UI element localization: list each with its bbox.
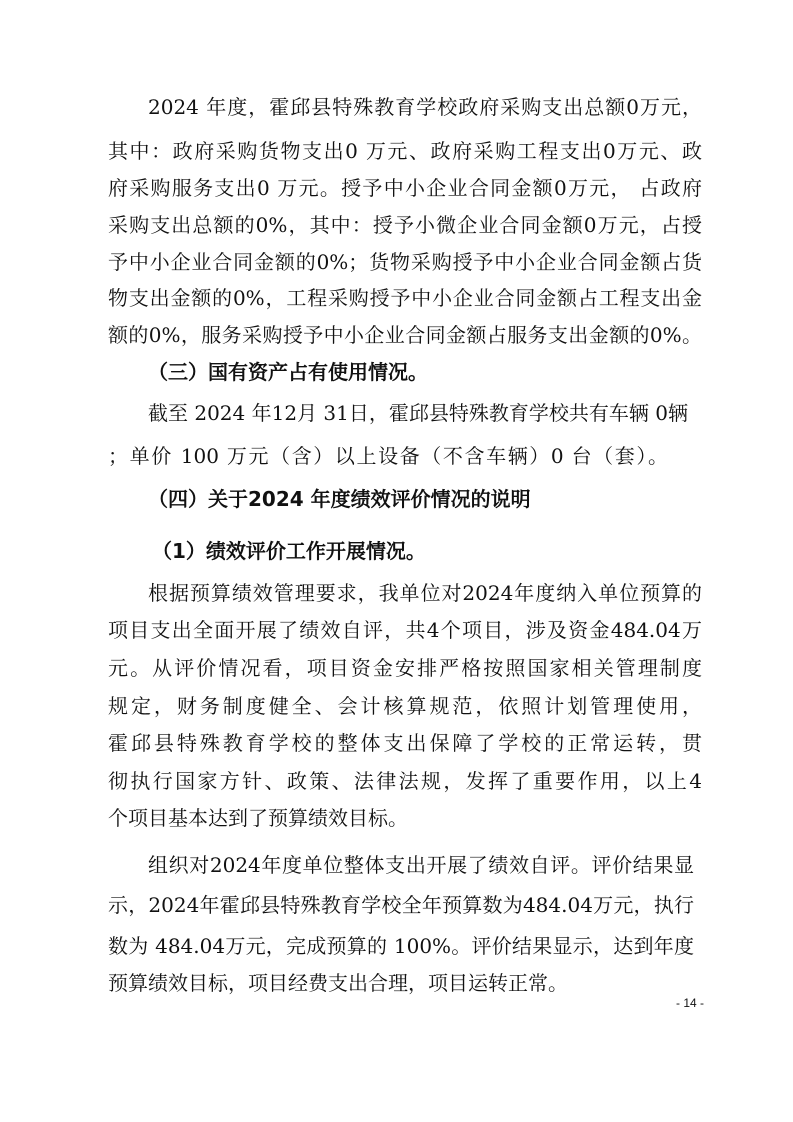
text-line: 物支出金额的0%，工程采购授予中小企业合同金额占工程支出金 <box>108 286 702 310</box>
text-line: 予中小企业合同金额的0%；货物采购授予中小企业合同金额占货 <box>108 250 702 274</box>
text-line: 府采购服务支出0 万元。授予中小企业合同金额0万元， 占政府 <box>108 176 702 200</box>
text-line: 额的0%，服务采购授予中小企业合同金额占服务支出金额的0%。 <box>108 323 702 347</box>
text-line: 根据预算绩效管理要求，我单位对2024年度纳入单位预算的 <box>148 581 702 605</box>
text-line: 预算绩效目标，项目经费支出合理，项目运转正常。 <box>108 971 568 995</box>
text-line: 规定，财务制度健全、会计核算规范，依照计划管理使用， <box>108 694 702 718</box>
text-line: 霍邱县特殊教育学校的整体支出保障了学校的正常运转，贯 <box>108 731 702 755</box>
text-line: 元。从评价情况看，项目资金安排严格按照国家相关管理制度 <box>108 656 702 680</box>
text-line: 彻执行国家方针、政策、法律法规，发挥了重要作用，以上4 <box>108 769 702 793</box>
text-line: 示，2024年霍邱县特殊教育学校全年预算数为484.04万元，执行 <box>108 893 694 917</box>
section-heading-4: （四）关于2024 年度绩效评价情况的说明 <box>148 487 531 511</box>
page-number: - 14 - <box>676 996 705 1010</box>
text-line: 组织对2024年度单位整体支出开展了绩效自评。评价结果显 <box>148 853 694 877</box>
text-line: 个项目基本达到了预算绩效目标。 <box>108 806 408 830</box>
text-line: 其中：政府采购货物支出0 万元、政府采购工程支出0万元、政 <box>108 139 702 163</box>
text-line: 2024 年度，霍邱县特殊教育学校政府采购支出总额0万元， <box>148 95 702 119</box>
text-line: ；单价 100 万元（含）以上设备（不含车辆）0 台（套）。 <box>108 444 668 468</box>
text-line: 采购支出总额的0%，其中：授予小微企业合同金额0万元，占授 <box>108 213 702 237</box>
text-line: 截至 2024 年12月 31日，霍邱县特殊教育学校共有车辆 0辆 <box>148 401 688 425</box>
text-line: 项目支出全面开展了绩效自评，共4个项目，涉及资金484.04万 <box>108 618 702 642</box>
text-line: 数为 484.04万元，完成预算的 100%。评价结果显示，达到年度 <box>108 934 694 958</box>
section-heading-3: （三）国有资产占有使用情况。 <box>148 360 428 384</box>
subsection-heading-1: （1）绩效评价工作开展情况。 <box>152 539 426 563</box>
